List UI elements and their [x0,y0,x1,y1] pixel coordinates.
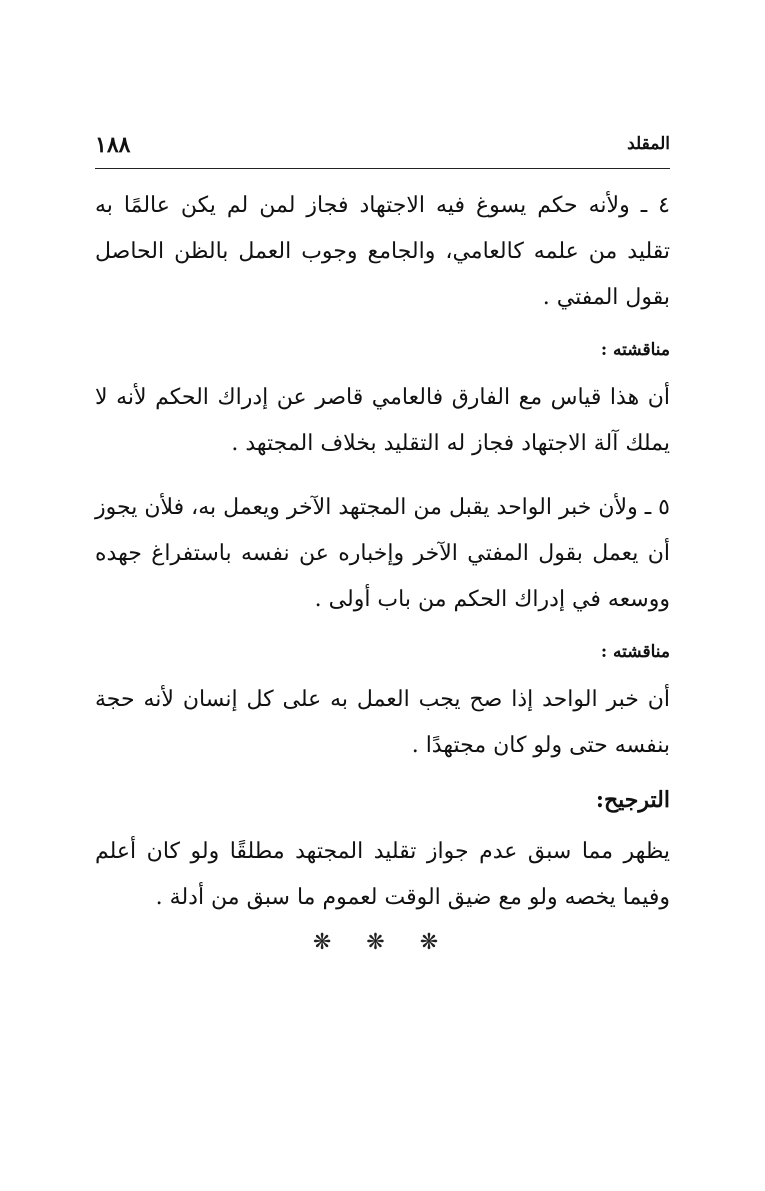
tarjih-heading: الترجيح: [595,787,670,813]
paragraph-discussion-1: أن هذا قياس مع الفارق فالعامي قاصر عن إدراك الحكم لأنه لا يملك آلة الاجتهاد فجاز له التقليد بخلاف المجتهد . [95,385,670,456]
page-number: ١٨٨ [95,132,131,158]
paragraph-tarjih: يظهر مما سبق عدم جواز تقليد المجتهد مطلقًا ولو كان أعلم وفيما يخصه ولو مع ضيق الوقت لعموم ما سبق من أدلة . [95,839,670,910]
page-header [95,132,670,169]
paragraph-argument-4: ٤ ـ ولأنه حكم يسوغ فيه الاجتهاد فجاز لمن لم يكن عالمًا به تقليد من علمه كالعامي، والجامع وجوب العمل بالظن الحاصل بقول المفتي . [95,193,670,310]
running-title: المقلد [627,134,670,154]
discussion-heading: مناقشته : [600,340,670,360]
paragraph-argument-5: ٥ ـ ولأن خبر الواحد يقبل من المجتهد الآخر ويعمل به، فلأن يجوز أن يعمل بقول المفتي الآخر وإخباره عن نفسه باستفراغ جهده ووسعه في إدراك الحكم من باب أولى . [95,495,670,612]
page-body [95,183,670,921]
section-separator: ❋ ❋ ❋ [312,930,453,955]
discussion-heading: مناقشته : [600,642,670,662]
paragraph-discussion-2: أن خبر الواحد إذا صح يجب العمل به على كل إنسان لأنه حجة بنفسه حتى ولو كان مجتهدًا . [95,687,670,758]
